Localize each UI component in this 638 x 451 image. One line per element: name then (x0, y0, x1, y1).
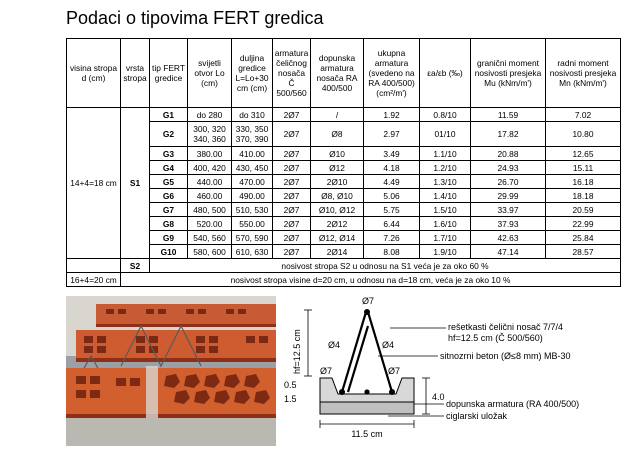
cell-mn: 18.18 (546, 189, 621, 203)
label-top-bar: Ø7 (361, 296, 375, 306)
cell-l: do 310 (232, 108, 273, 122)
cell-lo: 580, 600 (188, 245, 232, 259)
cell-arm: 2Ø7 (273, 147, 311, 161)
cell-empty (67, 259, 121, 273)
cell-arm: 2Ø7 (273, 217, 311, 231)
cell-mn: 20.59 (546, 203, 621, 217)
header-visina: visina stropa d (cm) (67, 39, 121, 108)
cell-tip: G1 (150, 108, 188, 122)
cell-mn: 28.57 (546, 245, 621, 259)
header-ratio: εa/εb (‰) (420, 39, 471, 108)
cell-mu: 20.88 (471, 147, 546, 161)
label-concrete: sitnozrni beton (Ø≤8 mm) MB-30 (440, 351, 571, 361)
cell-mn: 16.18 (546, 175, 621, 189)
cell-arm: 2Ø7 (273, 203, 311, 217)
cell-l: 610, 630 (232, 245, 273, 259)
label-height: hf=12.5 cm (292, 329, 302, 374)
cell-tip: G5 (150, 175, 188, 189)
cell-ratio: 01/10 (420, 122, 471, 147)
table-row (67, 231, 621, 245)
label-bottom-right: Ø7 (388, 366, 401, 376)
beam-cross-section (278, 296, 628, 448)
cell-lo: 300, 320 340, 360 (188, 122, 232, 147)
cell-mu: 17.82 (471, 122, 546, 147)
brick-row-front (66, 368, 276, 418)
cell-lo: 460.00 (188, 189, 232, 203)
cell-tip: G6 (150, 189, 188, 203)
cell-uk: 7.26 (364, 231, 420, 245)
label-truss-height: hf=12.5 cm (Č 500/560) (448, 333, 543, 343)
cell-dop: / (311, 108, 364, 122)
page-title: Podaci o tipovima FERT gredica (66, 8, 324, 28)
bottom-right-rebar (389, 389, 395, 395)
cell-lo: 540, 560 (188, 231, 232, 245)
cell-mu: 24.93 (471, 161, 546, 175)
cell-uk: 5.75 (364, 203, 420, 217)
cell-arm: 2Ø7 (273, 122, 311, 147)
cell-dop: 2Ø10 (311, 175, 364, 189)
table-row (67, 161, 621, 175)
cell-mu: 11.59 (471, 108, 546, 122)
cell-l: 550.00 (232, 217, 273, 231)
cell-l: 510, 530 (232, 203, 273, 217)
fert-table (66, 38, 621, 287)
cell-mu: 26.70 (471, 175, 546, 189)
table-row (67, 108, 621, 122)
cell-arm: 2Ø7 (273, 245, 311, 259)
cell-lo: 480, 500 (188, 203, 232, 217)
bottom-left-rebar (339, 389, 345, 395)
cell-uk: 4.49 (364, 175, 420, 189)
header-armatura: armatura čeličnog nosača Č 500/560 (273, 39, 311, 108)
table-row (67, 203, 621, 217)
cell-dop: Ø8, Ø10 (311, 189, 364, 203)
table-row (67, 147, 621, 161)
cell-mu: 29.99 (471, 189, 546, 203)
cell-uk: 2.97 (364, 122, 420, 147)
cell-l: 330, 350 370, 390 (232, 122, 273, 147)
cell-uk: 1.92 (364, 108, 420, 122)
cell-lo: 520.00 (188, 217, 232, 231)
cell-mn: 25.84 (546, 231, 621, 245)
cell-tip: G8 (150, 217, 188, 231)
cell-ratio: 1.1/10 (420, 147, 471, 161)
label-left-diag: Ø4 (328, 340, 341, 350)
cell-dop: 2Ø12 (311, 217, 364, 231)
top-rebar (364, 309, 370, 315)
label-right-diag: Ø4 (382, 340, 395, 350)
label-dim-40: 4.0 (432, 392, 445, 402)
cell-arm: 2Ø7 (273, 231, 311, 245)
header-duljina: duljina gredice L=Lo+30 cm (cm) (232, 39, 273, 108)
brick-base (320, 402, 414, 414)
cell-dop: Ø12 (311, 161, 364, 175)
cell-tip: G7 (150, 203, 188, 217)
group-vrsta-cell: S1 (121, 108, 150, 259)
table-row-s2 (67, 259, 621, 273)
cell-uk: 5.06 (364, 189, 420, 203)
table-row (67, 245, 621, 259)
brick-row-back (96, 304, 276, 327)
cell-s2-label: S2 (121, 259, 150, 273)
table-row (67, 122, 621, 147)
cell-ratio: 1.6/10 (420, 217, 471, 231)
photo-beam (146, 366, 158, 418)
cell-lo: 380.00 (188, 147, 232, 161)
header-ukupna: ukupna armatura (svedeno na RA 400/500) (cm²/m') (364, 39, 420, 108)
cell-dop: Ø12, Ø14 (311, 231, 364, 245)
label-dim-05: 0.5 (284, 380, 297, 390)
cell-ratio: 1.2/10 (420, 161, 471, 175)
label-additional-rebar: dopunska armatura (RA 400/500) (446, 399, 580, 409)
label-brick-insert: ciglarski uložak (446, 411, 508, 421)
cell-ratio: 1.4/10 (420, 189, 471, 203)
cell-mn: 7.02 (546, 108, 621, 122)
table-row (67, 217, 621, 231)
table-row (67, 189, 621, 203)
cell-mn: 10.80 (546, 122, 621, 147)
cell-mu: 42.63 (471, 231, 546, 245)
cell-dop: Ø10 (311, 147, 364, 161)
header-granicni: granični moment nosivosti presjeka Mu (kNm/m') (471, 39, 546, 108)
cell-uk: 8.08 (364, 245, 420, 259)
cell-tip: G2 (150, 122, 188, 147)
s2-note: nosivost stropa S2 u odnosu na S1 veća je za oko 60 % (150, 259, 621, 273)
cell-tip: G9 (150, 231, 188, 245)
table-header-row (67, 39, 621, 108)
cell-l: 490.00 (232, 189, 273, 203)
cell-ratio: 1.7/10 (420, 231, 471, 245)
cell-visina-16: 16+4=20 cm (67, 273, 121, 287)
photo-concrete (66, 418, 276, 446)
label-bottom-left: Ø7 (320, 366, 333, 376)
cell-mn: 12.65 (546, 147, 621, 161)
cell-lo: 400, 420 (188, 161, 232, 175)
cell-ratio: 1.9/10 (420, 245, 471, 259)
header-radni: radni moment nosivosti presjeka Mn (kNm/m') (546, 39, 621, 108)
cell-uk: 4.18 (364, 161, 420, 175)
table-row-16cm (67, 273, 621, 287)
cell-tip: G3 (150, 147, 188, 161)
cell-l: 410.00 (232, 147, 273, 161)
cell-dop: Ø8 (311, 122, 364, 147)
cell-mu: 47.14 (471, 245, 546, 259)
cell-dop: 2Ø14 (311, 245, 364, 259)
label-dim-15: 1.5 (284, 394, 297, 404)
cell-ratio: 0.8/10 (420, 108, 471, 122)
cell-ratio: 1.5/10 (420, 203, 471, 217)
cell-arm: 2Ø7 (273, 175, 311, 189)
cell-uk: 3.49 (364, 147, 420, 161)
row16-note: nosivost stropa visine d=20 cm, u odnosu na d=18 cm, veća je za oko 10 % (121, 273, 621, 287)
cell-lo: do 280 (188, 108, 232, 122)
cell-mn: 15.11 (546, 161, 621, 175)
cell-arm: 2Ø7 (273, 189, 311, 203)
cell-uk: 6.44 (364, 217, 420, 231)
cell-mu: 37.93 (471, 217, 546, 231)
cell-arm: 2Ø7 (273, 161, 311, 175)
cell-ratio: 1.3/10 (420, 175, 471, 189)
cell-mu: 33.97 (471, 203, 546, 217)
header-vrsta: vrsta stropa (121, 39, 150, 108)
cell-l: 570, 590 (232, 231, 273, 245)
cell-l: 430, 450 (232, 161, 273, 175)
cell-l: 470.00 (232, 175, 273, 189)
label-truss: rešetkasti čelični nosač 7/7/4 (448, 322, 564, 332)
cell-arm: 2Ø7 (273, 108, 311, 122)
construction-photo (66, 296, 276, 446)
cell-tip: G4 (150, 161, 188, 175)
cell-lo: 440.00 (188, 175, 232, 189)
cell-tip: G10 (150, 245, 188, 259)
header-svjetli: svijetli otvor Lo (cm) (188, 39, 232, 108)
header-tip: tip FERT gredice (150, 39, 188, 108)
group-visina-cell: 14+4=18 cm (67, 108, 121, 259)
extra-rebar (364, 389, 369, 394)
cell-mn: 22.99 (546, 217, 621, 231)
cell-dop: Ø10, Ø12 (311, 203, 364, 217)
label-width: 11.5 cm (351, 429, 383, 439)
table-row (67, 175, 621, 189)
header-dopunska: dopunska armatura nosača RA 400/500 (311, 39, 364, 108)
